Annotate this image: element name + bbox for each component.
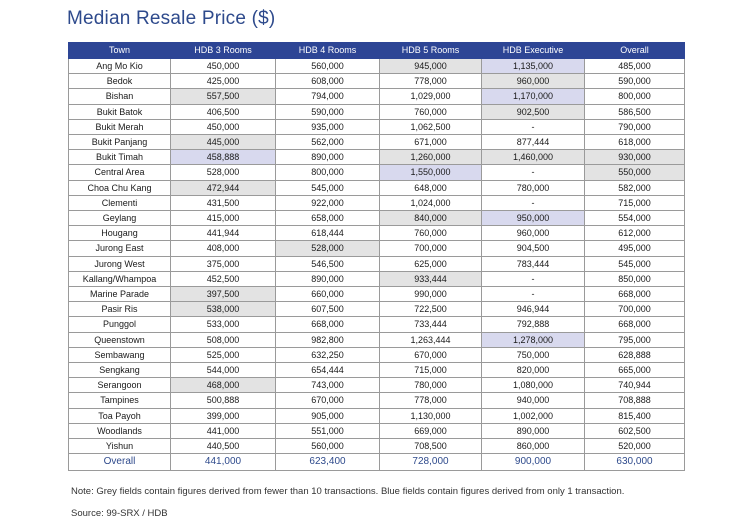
price-cell: 933,444 (380, 271, 482, 286)
price-cell: 562,000 (276, 135, 380, 150)
town-name: Geylang (69, 211, 171, 226)
price-cell: 669,000 (380, 423, 482, 438)
town-name: Toa Payoh (69, 408, 171, 423)
price-cell: 890,000 (276, 271, 380, 286)
price-cell: 544,000 (171, 363, 276, 378)
price-cell: 904,500 (482, 241, 585, 256)
price-cell: 670,000 (276, 393, 380, 408)
price-cell: 612,000 (585, 226, 685, 241)
table-row (69, 332, 685, 347)
price-cell: 431,500 (171, 195, 276, 210)
price-cell: 508,000 (171, 332, 276, 347)
price-cell: 1,002,000 (482, 408, 585, 423)
price-cell: 590,000 (585, 74, 685, 89)
column-header-town: Town (69, 43, 171, 59)
price-cell: 722,500 (380, 302, 482, 317)
price-cell: 554,000 (585, 211, 685, 226)
price-cell: 743,000 (276, 378, 380, 393)
table-row (69, 104, 685, 119)
table-row (69, 119, 685, 134)
price-cell: 670,000 (380, 347, 482, 362)
overall-cell: 630,000 (585, 454, 685, 471)
price-cell: 450,000 (171, 59, 276, 74)
overall-cell: 441,000 (171, 454, 276, 471)
table-row (69, 423, 685, 438)
price-cell: - (482, 271, 585, 286)
price-cell: 668,000 (276, 317, 380, 332)
table-row (69, 393, 685, 408)
price-cell: 922,000 (276, 195, 380, 210)
price-cell: 780,000 (380, 378, 482, 393)
price-cell: 560,000 (276, 439, 380, 454)
price-cell: 560,000 (276, 59, 380, 74)
price-cell: 700,000 (585, 302, 685, 317)
price-cell: 602,500 (585, 423, 685, 438)
town-name: Jurong West (69, 256, 171, 271)
price-cell: 495,000 (585, 241, 685, 256)
price-cell: 946,944 (482, 302, 585, 317)
price-cell: 452,500 (171, 271, 276, 286)
town-name: Choa Chu Kang (69, 180, 171, 195)
price-cell: 406,500 (171, 104, 276, 119)
price-cell: 618,000 (585, 135, 685, 150)
town-name: Serangoon (69, 378, 171, 393)
price-cell: 708,888 (585, 393, 685, 408)
price-cell: 415,000 (171, 211, 276, 226)
price-cell: 760,000 (380, 226, 482, 241)
price-cell: 733,444 (380, 317, 482, 332)
price-cell: 960,000 (482, 226, 585, 241)
price-cell: 375,000 (171, 256, 276, 271)
price-cell: 668,000 (585, 317, 685, 332)
price-cell: - (482, 119, 585, 134)
price-cell: 1,029,000 (380, 89, 482, 104)
overall-cell: 900,000 (482, 454, 585, 471)
price-cell: 668,000 (585, 287, 685, 302)
town-name: Bukit Merah (69, 119, 171, 134)
price-cell: 1,263,444 (380, 332, 482, 347)
price-cell: 877,444 (482, 135, 585, 150)
table-row (69, 271, 685, 286)
price-cell: 1,550,000 (380, 165, 482, 180)
price-cell: 545,000 (276, 180, 380, 195)
price-cell: 1,130,000 (380, 408, 482, 423)
price-cell: 708,500 (380, 439, 482, 454)
table-row (69, 59, 685, 74)
price-cell: 850,000 (585, 271, 685, 286)
price-cell: 671,000 (380, 135, 482, 150)
table-row (69, 150, 685, 165)
town-name: Bukit Batok (69, 104, 171, 119)
price-cell: 950,000 (482, 211, 585, 226)
price-cell: - (482, 195, 585, 210)
overall-cell: 728,000 (380, 454, 482, 471)
price-cell: 528,000 (171, 165, 276, 180)
price-cell: 590,000 (276, 104, 380, 119)
table-row (69, 378, 685, 393)
table-row (69, 180, 685, 195)
town-name: Bukit Panjang (69, 135, 171, 150)
column-header-hdb-3-rooms: HDB 3 Rooms (171, 43, 276, 59)
table-row (69, 211, 685, 226)
price-cell: 500,888 (171, 393, 276, 408)
table-row (69, 195, 685, 210)
page-title: Median Resale Price ($) (67, 8, 276, 29)
price-cell: 940,000 (482, 393, 585, 408)
price-cell: 860,000 (482, 439, 585, 454)
price-cell: 902,500 (482, 104, 585, 119)
price-cell: 794,000 (276, 89, 380, 104)
price-cell: 545,000 (585, 256, 685, 271)
price-cell: 1,024,000 (380, 195, 482, 210)
price-cell: 945,000 (380, 59, 482, 74)
price-cell: 525,000 (171, 347, 276, 362)
price-cell: 840,000 (380, 211, 482, 226)
price-cell: 485,000 (585, 59, 685, 74)
price-cell: 632,250 (276, 347, 380, 362)
price-cell: 520,000 (585, 439, 685, 454)
price-cell: 660,000 (276, 287, 380, 302)
column-header-hdb-5-rooms: HDB 5 Rooms (380, 43, 482, 59)
price-cell: 1,260,000 (380, 150, 482, 165)
price-cell: 408,000 (171, 241, 276, 256)
price-cell: 586,500 (585, 104, 685, 119)
price-cell: 468,000 (171, 378, 276, 393)
table-row (69, 317, 685, 332)
price-cell: 654,444 (276, 363, 380, 378)
town-name: Clementi (69, 195, 171, 210)
town-name: Yishun (69, 439, 171, 454)
price-cell: 450,000 (171, 119, 276, 134)
overall-cell: 623,400 (276, 454, 380, 471)
column-header-hdb-executive: HDB Executive (482, 43, 585, 59)
table-row (69, 241, 685, 256)
price-cell: 1,278,000 (482, 332, 585, 347)
table-row (69, 287, 685, 302)
price-cell: 440,500 (171, 439, 276, 454)
town-name: Sembawang (69, 347, 171, 362)
price-cell: 538,000 (171, 302, 276, 317)
price-cell: 533,000 (171, 317, 276, 332)
price-cell: 792,888 (482, 317, 585, 332)
table-row (69, 439, 685, 454)
overall-label: Overall (69, 454, 171, 471)
price-cell: 582,000 (585, 180, 685, 195)
price-cell: 820,000 (482, 363, 585, 378)
table-row (69, 135, 685, 150)
price-cell: 1,135,000 (482, 59, 585, 74)
town-name: Pasir Ris (69, 302, 171, 317)
table-row (69, 165, 685, 180)
price-cell: 625,000 (380, 256, 482, 271)
table-row (69, 302, 685, 317)
town-name: Bedok (69, 74, 171, 89)
price-cell: 905,000 (276, 408, 380, 423)
price-cell: 715,000 (380, 363, 482, 378)
table-row (69, 363, 685, 378)
price-cell: 628,888 (585, 347, 685, 362)
price-cell: 399,000 (171, 408, 276, 423)
column-header-overall: Overall (585, 43, 685, 59)
town-name: Tampines (69, 393, 171, 408)
town-name: Bukit Timah (69, 150, 171, 165)
town-name: Central Area (69, 165, 171, 180)
table-row (69, 347, 685, 362)
table-row (69, 408, 685, 423)
table-row (69, 256, 685, 271)
price-cell: 783,444 (482, 256, 585, 271)
overall-row (69, 454, 685, 471)
price-cell: 778,000 (380, 393, 482, 408)
price-cell: 800,000 (276, 165, 380, 180)
price-cell: 700,000 (380, 241, 482, 256)
price-cell: 790,000 (585, 119, 685, 134)
table-row (69, 89, 685, 104)
town-name: Sengkang (69, 363, 171, 378)
table-row (69, 226, 685, 241)
price-cell: 750,000 (482, 347, 585, 362)
town-name: Queenstown (69, 332, 171, 347)
price-cell: 960,000 (482, 74, 585, 89)
price-cell: 665,000 (585, 363, 685, 378)
price-cell: 795,000 (585, 332, 685, 347)
price-cell: 441,944 (171, 226, 276, 241)
price-cell: 445,000 (171, 135, 276, 150)
town-name: Hougang (69, 226, 171, 241)
price-cell: 982,800 (276, 332, 380, 347)
price-cell: 1,080,000 (482, 378, 585, 393)
price-cell: 935,000 (276, 119, 380, 134)
price-cell: 990,000 (380, 287, 482, 302)
price-cell: 890,000 (482, 423, 585, 438)
column-header-hdb-4-rooms: HDB 4 Rooms (276, 43, 380, 59)
price-cell: 441,000 (171, 423, 276, 438)
town-name: Marine Parade (69, 287, 171, 302)
price-cell: 608,000 (276, 74, 380, 89)
town-name: Bishan (69, 89, 171, 104)
price-cell: 425,000 (171, 74, 276, 89)
town-name: Ang Mo Kio (69, 59, 171, 74)
price-cell: 472,944 (171, 180, 276, 195)
price-cell: 551,000 (276, 423, 380, 438)
price-cell: 1,460,000 (482, 150, 585, 165)
price-cell: 1,170,000 (482, 89, 585, 104)
price-cell: 397,500 (171, 287, 276, 302)
price-cell: 890,000 (276, 150, 380, 165)
price-cell: 740,944 (585, 378, 685, 393)
price-cell: 760,000 (380, 104, 482, 119)
price-cell: 1,062,500 (380, 119, 482, 134)
price-cell: 458,888 (171, 150, 276, 165)
town-name: Jurong East (69, 241, 171, 256)
price-cell: 780,000 (482, 180, 585, 195)
price-cell: 557,500 (171, 89, 276, 104)
price-cell: - (482, 165, 585, 180)
price-cell: 658,000 (276, 211, 380, 226)
price-cell: 800,000 (585, 89, 685, 104)
price-cell: 607,500 (276, 302, 380, 317)
price-cell: 618,444 (276, 226, 380, 241)
price-cell: 815,400 (585, 408, 685, 423)
source-note: Source: 99-SRX / HDB (71, 508, 168, 519)
footnote: Note: Grey fields contain figures derived from fewer than 10 transactions. Blue fields contain figures derived from only 1 transaction. (71, 486, 625, 497)
table-body (69, 59, 685, 454)
price-cell: 930,000 (585, 150, 685, 165)
town-name: Punggol (69, 317, 171, 332)
price-cell: 550,000 (585, 165, 685, 180)
price-cell: - (482, 287, 585, 302)
price-cell: 528,000 (276, 241, 380, 256)
resale-price-table (68, 42, 685, 471)
town-name: Woodlands (69, 423, 171, 438)
town-name: Kallang/Whampoa (69, 271, 171, 286)
price-cell: 546,500 (276, 256, 380, 271)
price-cell: 648,000 (380, 180, 482, 195)
table-header-row (69, 43, 685, 59)
price-cell: 778,000 (380, 74, 482, 89)
table-row (69, 74, 685, 89)
price-cell: 715,000 (585, 195, 685, 210)
